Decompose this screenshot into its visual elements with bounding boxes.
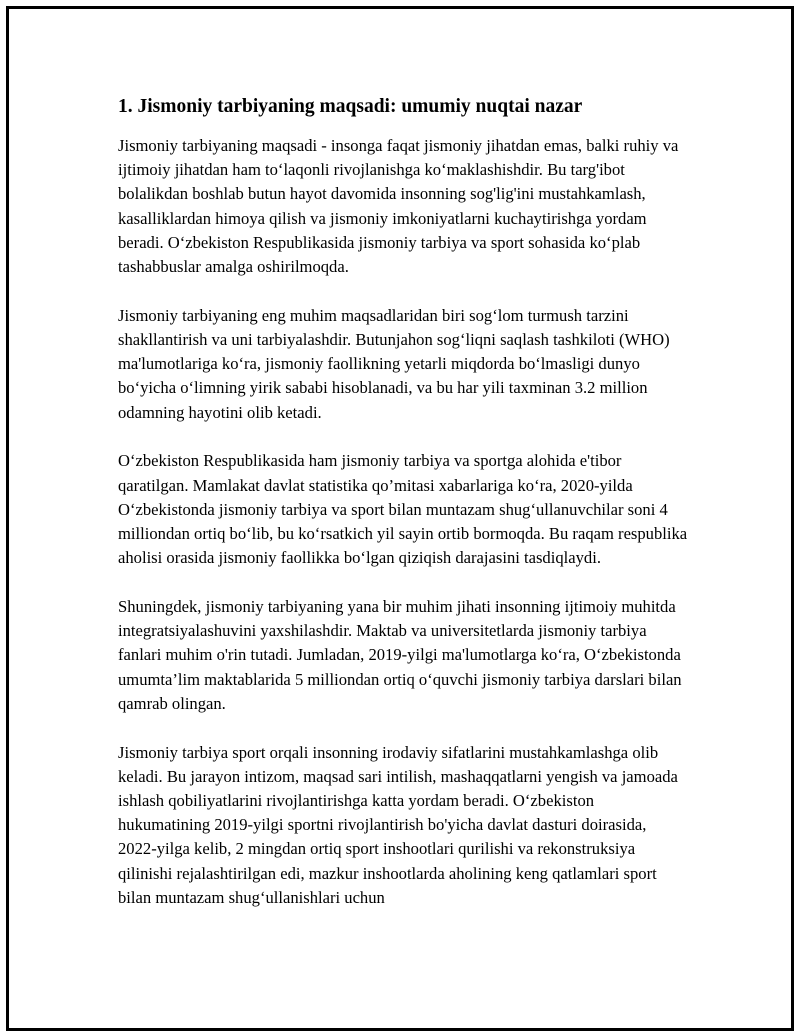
paragraph-3: O‘zbekiston Respublikasida ham jismoniy tarbiya va sportga alohida e'tibor qaratilgan. Mamlakat davlat statistika qo’mitasi xabarlariga ko‘ra, 2020-yilda O‘zbekistonda jismoniy tarbiya va sport bilan muntazam shug‘ullanuvchilar soni 4 milliondan ortiq bo‘lib, bu ko‘rsatkich yil sayin ortib bormoqda. Bu raqam respublika aholisi orasida jismoniy faollikka bo‘lgan qiziqish darajasini tasdiqlaydi. xyxy=(118,451,688,568)
paragraph-1: Jismoniy tarbiyaning maqsadi - insonga faqat jismoniy jihatdan emas, balki ruhiy va ijtimoiy jihatdan ham to‘laqonli rivojlanishga ko‘maklashishdir. Bu targ'ibot bolalikdan boshlab butun hayot davomida insonning sog'lig'ini mustahkamlash, kasalliklardan himoya qilish va jismoniy imkoniyatlarni kuchaytirishga yordam beradi. O‘zbekiston Respublikasida jismoniy tarbiya va sport sohasida ko‘plab tashabbuslar amalga oshirilmoqda. xyxy=(118,136,679,277)
paragraph-5: Jismoniy tarbiya sport orqali insonning irodaviy sifatlarini mustahkamlashga olib keladi. Bu jarayon intizom, maqsad sari intilish, mashaqqatlarni yengish va jamoada ishlash qobiliyatlarini rivojlantirishga katta yordam beradi. O‘zbekiston hukumatining 2019-yilgi sportni rivojlantirish bo'yicha davlat dasturi doirasida, 2022-yilga kelib, 2 mingdan ortiq sport inshootlari qurilishi va rekonstruksiya qilinishi rejalashtirilgan edi, mazkur inshootlarda aholining keng qatlamlari sport bilan muntazam shug‘ullanishlari uchun xyxy=(118,742,678,907)
document-body xyxy=(118,94,688,935)
paragraph-4: Shuningdek, jismoniy tarbiyaning yana bir muhim jihati insonning ijtimoiy muhitda integratsiyalashuvini yaxshilashdir. Maktab va universitetlarda jismoniy tarbiya fanlari muhim o'rin tutadi. Jumladan, 2019-yilgi ma'lumotlarga ko‘ra, O‘zbekistonda umumta’lim maktablarida 5 milliondan ortiq o‘quvchi jismoniy tarbiya darslari bilan qamrab olingan. xyxy=(118,597,682,713)
section-heading: 1. Jismoniy tarbiyaning maqsadi: umumiy nuqtai nazar xyxy=(118,96,583,117)
paragraph-2: Jismoniy tarbiyaning eng muhim maqsadlaridan biri sog‘lom turmush tarzini shakllantirish va uni tarbiyalashdir. Butunjahon sog‘liqni saqlash tashkiloti (WHO) ma'lumotlariga ko‘ra, jismoniy faollikning yetarli miqdorda bo‘lmasligi dunyo bo‘yicha o‘limning yirik sababi hisoblanadi, va bu har yili taxminan 3.2 million odamning hayotini olib ketadi. xyxy=(118,305,670,422)
